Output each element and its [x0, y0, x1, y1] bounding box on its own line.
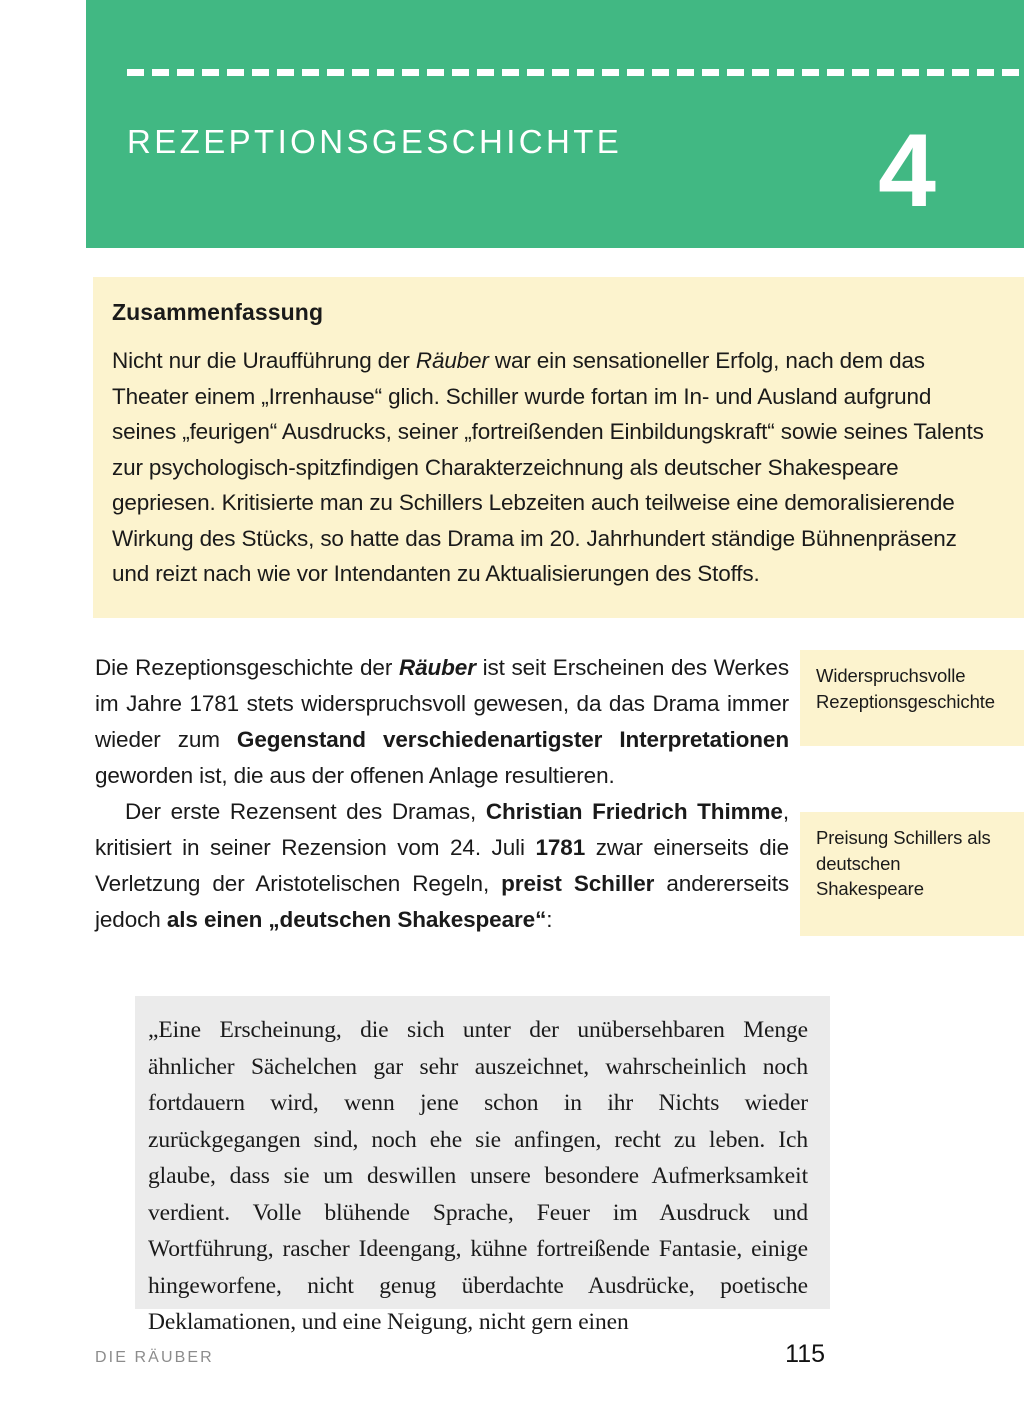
- margin-note-widerspruchsvolle-rezeptionsgeschichte: Widerspruchsvolle Rezeptionsgeschichte: [800, 650, 1024, 746]
- p1-seg-3: ist seit Erscheinen des Werkes im Jahre 1781 stets widerspruchsvoll gewesen, da das Drama immer wieder zum: [95, 655, 789, 752]
- p1-seg-1: Die Rezeptionsgeschichte der: [95, 655, 399, 680]
- chapter-header-band: [86, 0, 1024, 248]
- summary-box: [93, 277, 1024, 618]
- footer-page-number: 115: [785, 1340, 825, 1368]
- p2-seg-5: zwar einerseits die Verletzung der Aristotelischen Regeln,: [95, 835, 789, 896]
- chapter-number: 4: [878, 113, 936, 229]
- p1-seg-5: geworden ist, die aus der offenen Anlage resultieren.: [95, 763, 615, 788]
- page-title: REZEPTIONSGESCHICHTE: [127, 123, 623, 160]
- summary-text-rest: war ein sensationeller Erfolg, nach dem das Theater einem „Irrenhause“ glich. Schiller wurde fortan im In- und Ausland aufgrund seines „feurigen“ Ausdrucks, seiner „fortreißenden Einbildungskraft“ sowie seines Talents zur psychologisch-spitzfindigen Charakterzeichnung als deutscher Shakespeare gepriesen. Kritisierte man zu Schillers Lebzeiten auch teilweise eine demoralisierende Wirkung des Stücks, so hatte das Drama im 20. Jahrhundert ständige Bühnenpräsenz und reizt nach wie vor Intendanten zu Aktualisierungen des Stoffs.: [112, 348, 984, 586]
- p2-person-name: Christian Friedrich Thimme: [485, 799, 783, 824]
- summary-work-title: Räuber: [415, 348, 489, 373]
- body-paragraph-1: [95, 650, 789, 794]
- margin-note-preisung-schillers: Preisung Schillers als deutschen Shakespeare: [800, 812, 1024, 936]
- summary-heading: Zusammenfassung: [112, 299, 324, 325]
- quotation-box: [135, 996, 830, 1335]
- p2-seg-1: Der erste Rezensent des Dramas,: [125, 799, 486, 824]
- p2-keyterm-2: als einen „deutschen Shakespeare“: [166, 907, 547, 932]
- summary-text-lead: Nicht nur die Uraufführung der: [112, 348, 416, 373]
- quotation-text: „Eine Erscheinung, die sich unter der unübersehbaren Menge ähnlicher Sächelchen gar sehr auszeichnet, wahrscheinlich noch fortdauern wird, wenn jene schon in ihr Nichts wieder zurückgegangen sind, noch ehe sie anfingen, recht zu leben. Ich glaube, dass sie um deswillen unsere besondere Aufmerksamkeit verdient. Volle blühende Sprache, Feuer im Ausdruck und Wortführung, rascher Ideengang, kühne fortreißende Fantasie, einige hingeworfene, nicht genug überdachte Ausdrücke, poetische Deklamationen, und eine Neigung, nicht gern einen: [148, 1017, 808, 1335]
- p2-year: 1781: [535, 835, 586, 860]
- p1-work-title: Räuber: [398, 655, 476, 680]
- p2-seg-9: :: [546, 907, 553, 932]
- main-text-column: [95, 650, 789, 938]
- summary-paragraph: [112, 343, 990, 592]
- body-paragraph-2: [95, 794, 789, 938]
- p2-seg-7: andererseits jedoch: [95, 871, 789, 932]
- p2-keyterm-1: preist Schiller: [501, 871, 655, 896]
- p2-seg-3: , kritisiert in seiner Rezension vom 24. Juli: [95, 799, 789, 860]
- dashed-rule-decoration: [127, 69, 1024, 76]
- footer-book-title: DIE RÄUBER: [95, 1349, 214, 1366]
- p1-keyterm: Gegenstand verschiedenartigster Interpretationen: [236, 727, 789, 752]
